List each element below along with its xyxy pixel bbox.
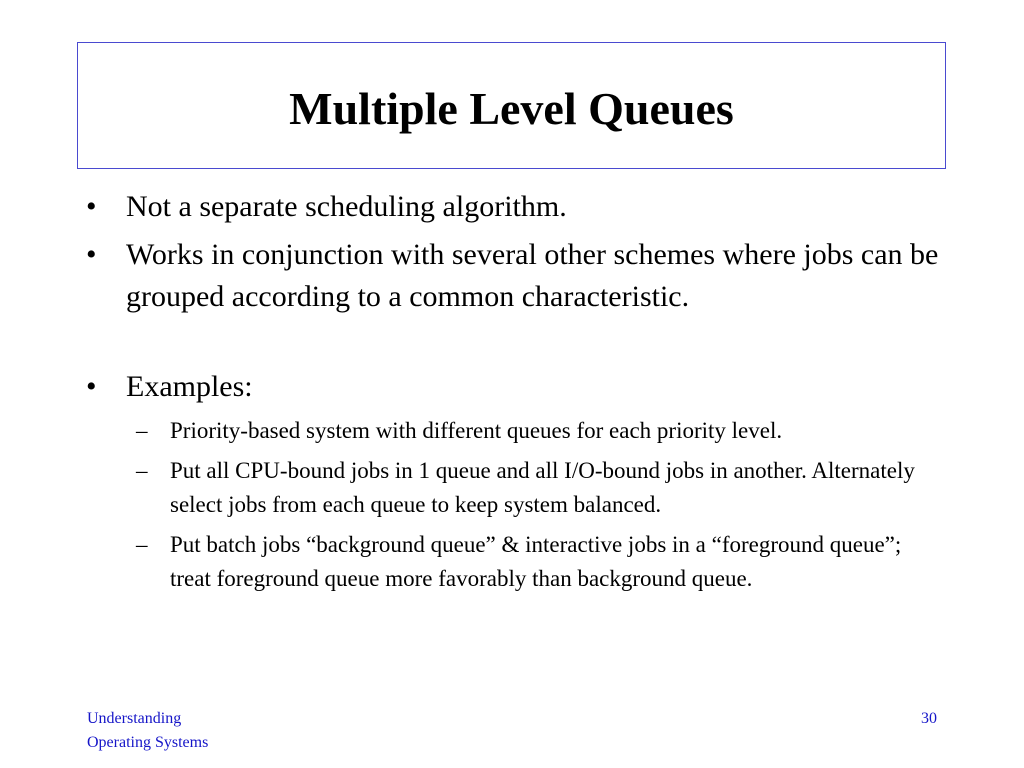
bullet-item [86, 366, 946, 408]
title-frame [77, 42, 946, 169]
bullet-text: Examples: [126, 370, 253, 403]
sub-bullet-text: Put batch jobs “background queue” & interactive jobs in a “foreground queue”; treat foreground queue more favorably than background queue. [170, 532, 902, 591]
bullet-marker: • [86, 190, 97, 223]
sub-bullet-text: Priority-based system with different queues for each priority level. [170, 418, 783, 443]
footer-book-line2: Operating Systems [87, 734, 209, 751]
sub-bullet-item [86, 454, 946, 522]
footer-book-line1: Understanding [87, 710, 182, 727]
bullet-marker: • [86, 370, 97, 403]
bullet-text: Works in conjunction with several other schemes where jobs can be grouped according to a common characteristic. [126, 238, 939, 313]
slide-body [86, 186, 946, 596]
sub-bullet-marker: – [136, 418, 148, 443]
page-number: 30 [921, 710, 937, 727]
sub-bullet-item [86, 414, 946, 448]
sub-bullet-item [86, 528, 946, 596]
slide-title: Multiple Level Queues [289, 82, 734, 134]
bullet-text: Not a separate scheduling algorithm. [126, 190, 567, 223]
bullet-item [86, 186, 946, 228]
footer-book-title [87, 707, 208, 755]
sub-bullet-marker: – [136, 458, 148, 483]
bullet-item [86, 234, 946, 318]
sub-bullet-text: Put all CPU-bound jobs in 1 queue and all I/O-bound jobs in another. Alternately select jobs from each queue to keep system balanced. [170, 458, 915, 517]
bullet-marker: • [86, 238, 97, 271]
sub-bullet-marker: – [136, 532, 148, 557]
